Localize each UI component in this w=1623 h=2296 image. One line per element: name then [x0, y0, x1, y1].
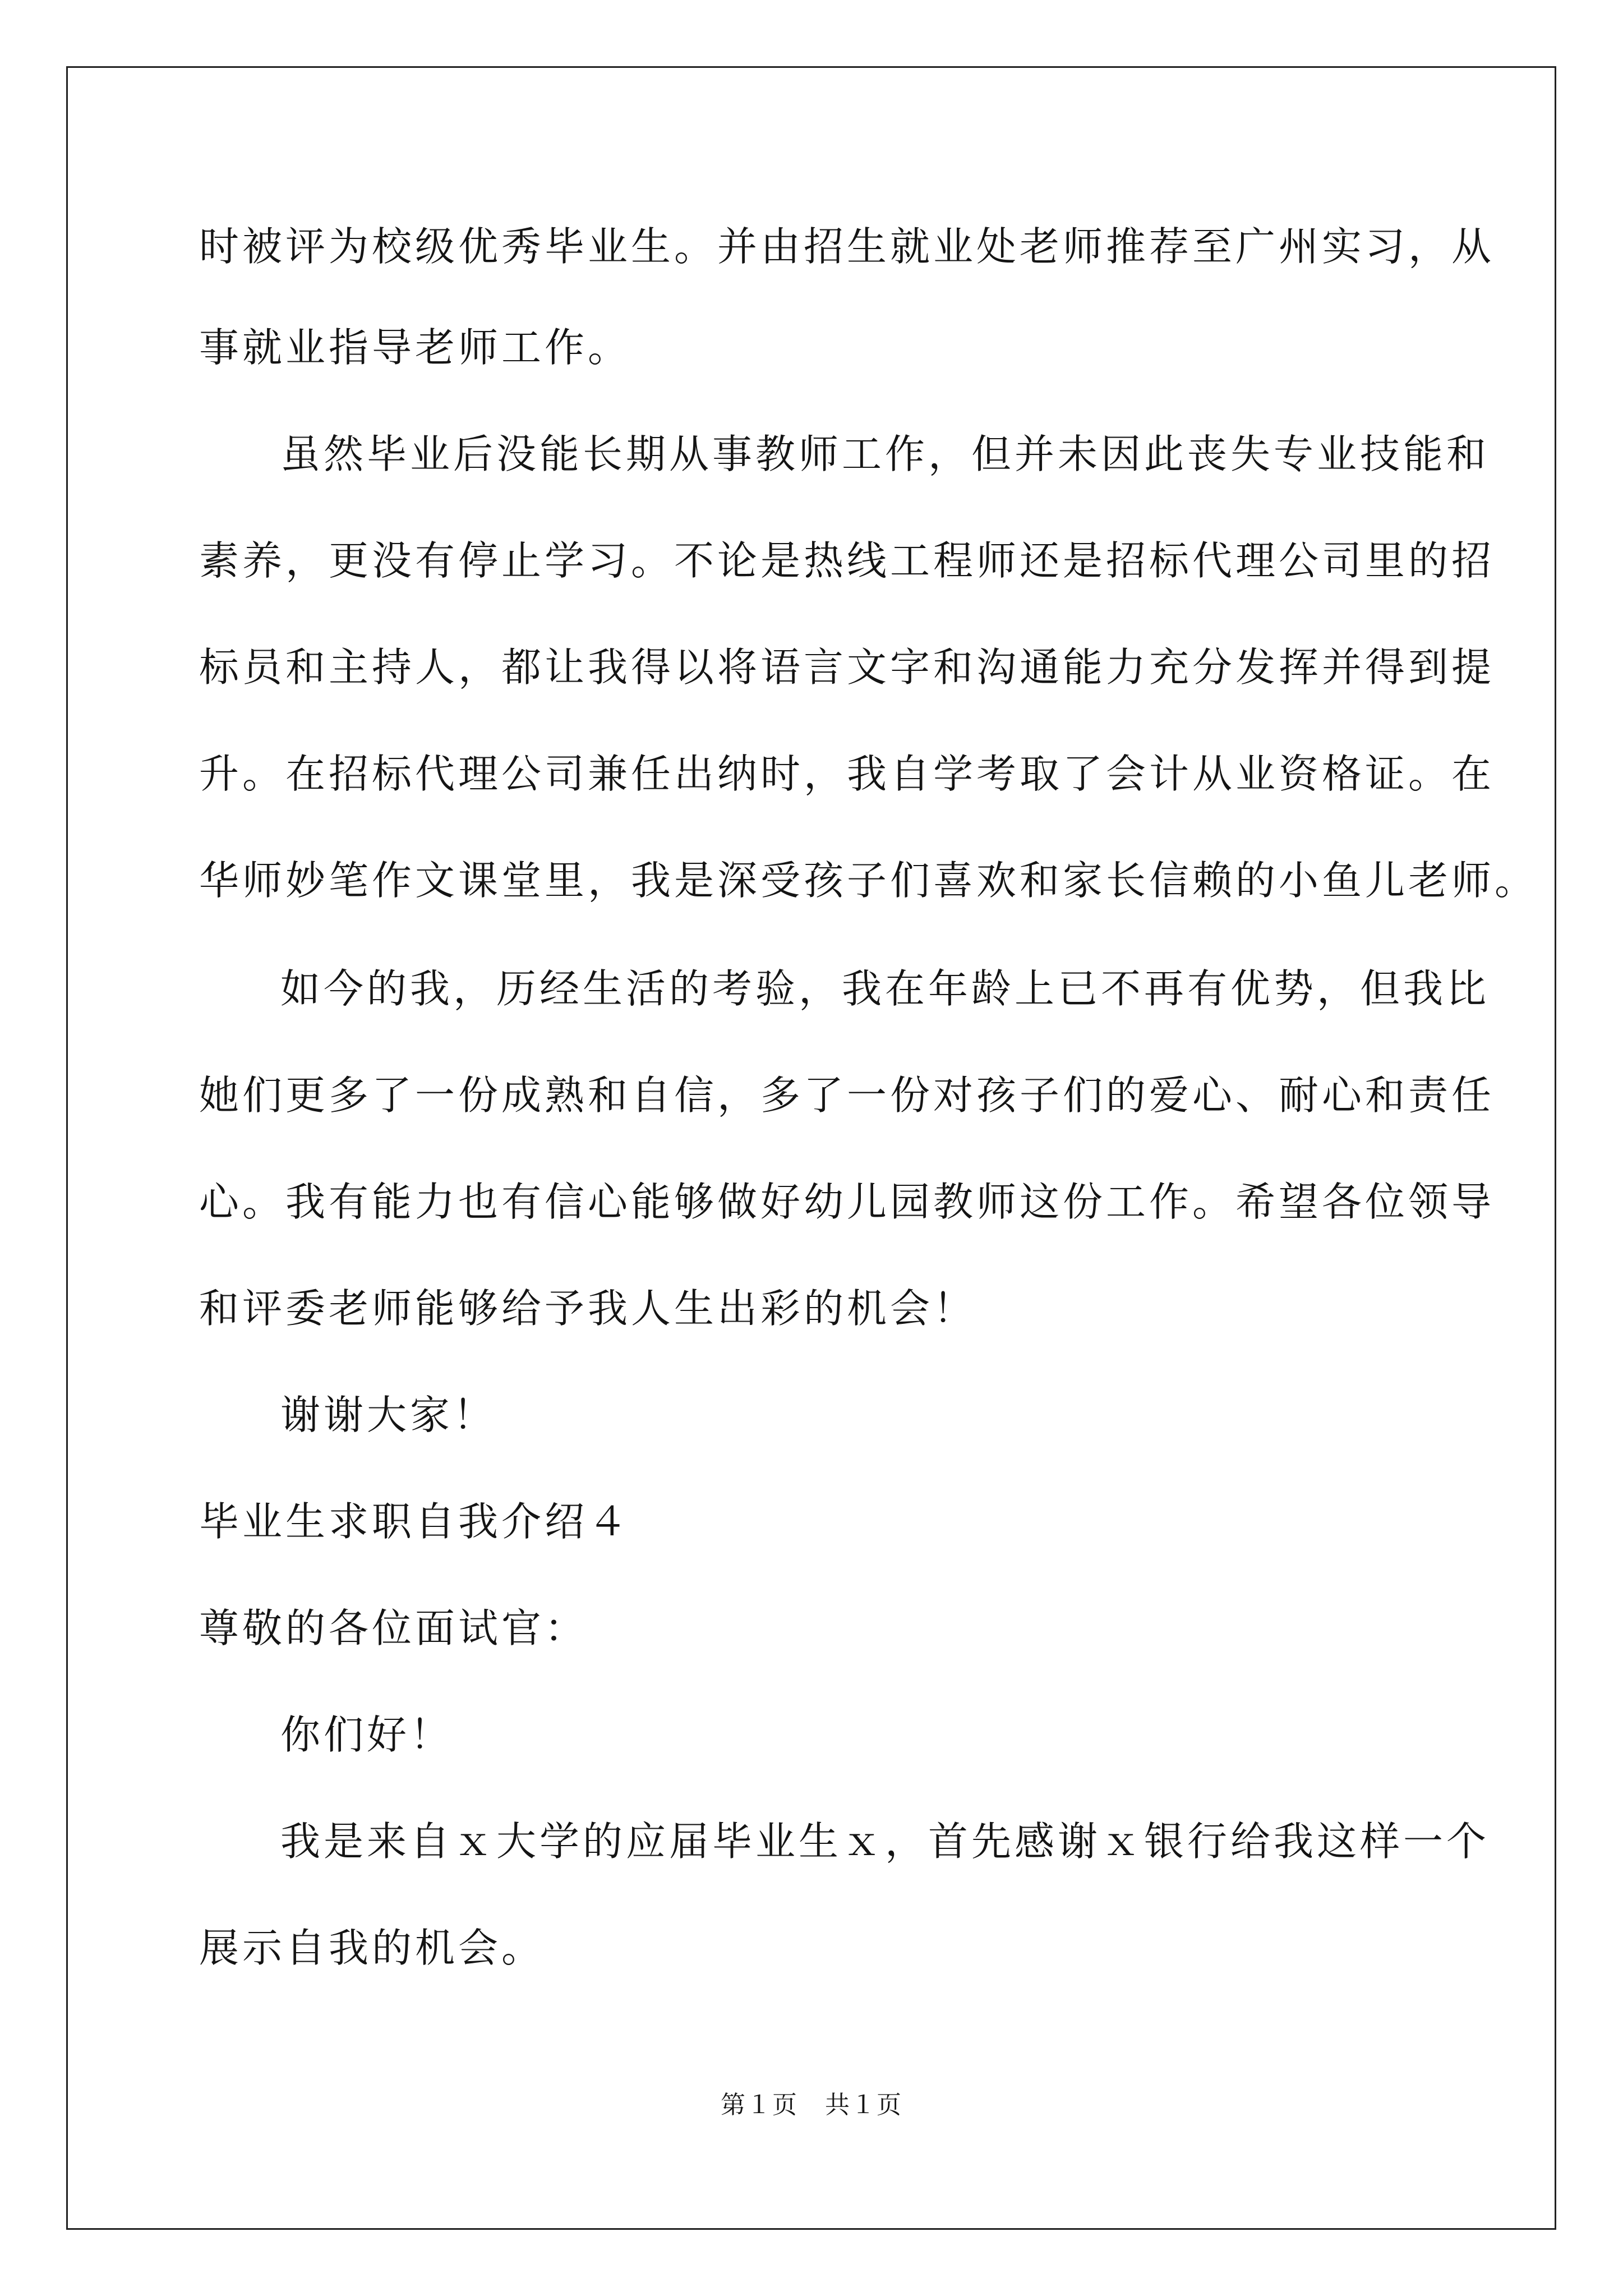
paragraph-line: 华师妙笔作文课堂里，我是深受孩子们喜欢和家长信赖的小鱼儿老师。 [199, 857, 1538, 904]
paragraph-line: 心。我有能力也有信心能够做好幼儿园教师这份工作。希望各位领导 [199, 1179, 1495, 1225]
paragraph-line: 虽然毕业后没能长期从事教师工作，但并未因此丧失专业技能和 [280, 431, 1490, 477]
paragraph-line: 事就业指导老师工作。 [199, 324, 631, 371]
salutation: 尊敬的各位面试官： [199, 1605, 588, 1651]
greeting: 你们好！ [280, 1711, 454, 1758]
paragraph-line: 和评委老师能够给予我人生出彩的机会！ [199, 1285, 977, 1332]
section-heading: 毕业生求职自我介绍４ [199, 1498, 631, 1545]
paragraph-line: 她们更多了一份成熟和自信，多了一份对孩子们的爱心、耐心和责任 [199, 1072, 1495, 1119]
paragraph-line: 我是来自ｘ大学的应届毕业生ｘ，首先感谢ｘ银行给我这样一个 [280, 1818, 1490, 1865]
closing-line: 谢谢大家！ [280, 1392, 497, 1438]
paragraph-line: 展示自我的机会。 [199, 1925, 545, 1971]
paragraph-line: 标员和主持人，都让我得以将语言文字和沟通能力充分发挥并得到提 [199, 644, 1495, 691]
page-footer: 第１页 共１页 [721, 2091, 902, 2119]
paragraph-line: 时被评为校级优秀毕业生。并由招生就业处老师推荐至广州实习，从 [199, 223, 1495, 270]
paragraph-line: 升。在招标代理公司兼任出纳时，我自学考取了会计从业资格证。在 [199, 751, 1495, 797]
paragraph-line: 如今的我，历经生活的考验，我在年龄上已不再有优势，但我比 [280, 965, 1490, 1012]
paragraph-line: 素养，更没有停止学习。不论是热线工程师还是招标代理公司里的招 [199, 537, 1495, 584]
page-border [66, 66, 1556, 2230]
